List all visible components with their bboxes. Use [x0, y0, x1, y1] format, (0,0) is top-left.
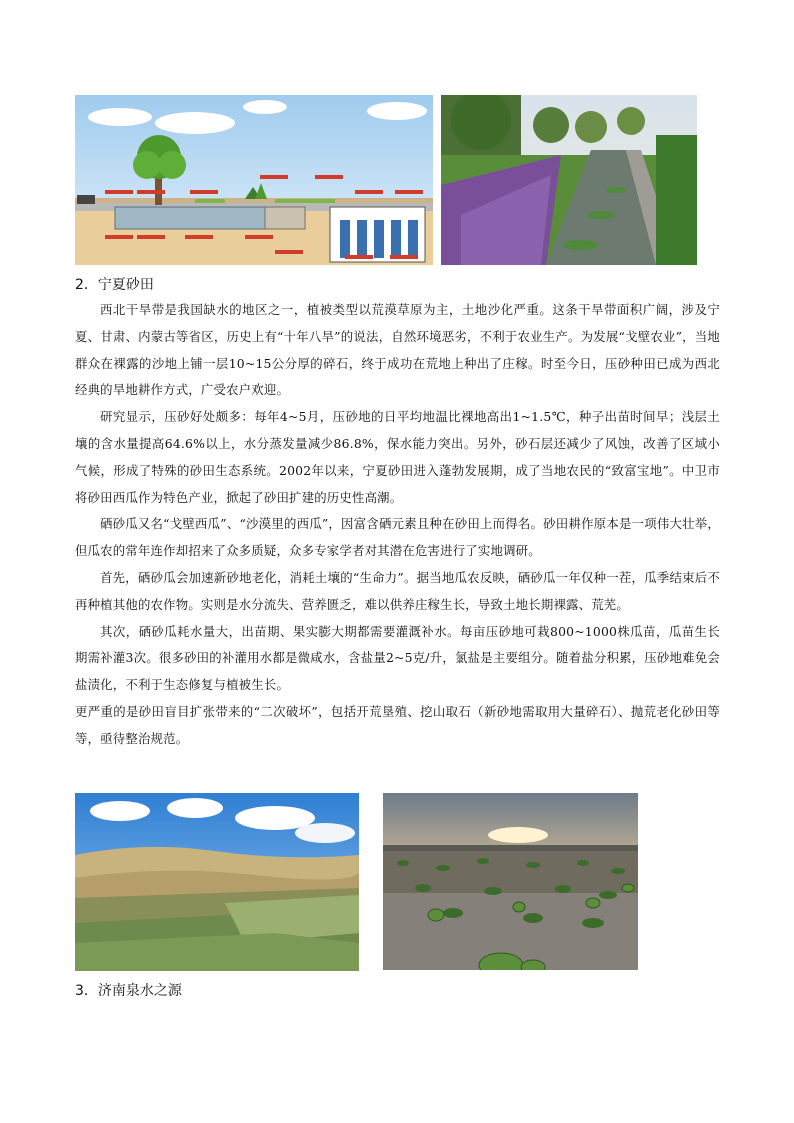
sand-field-landscape-photo [75, 793, 359, 971]
paragraph-3: 硒砂瓜又名“戈壁西瓜”、“沙漠里的西瓜”，因富含硒元素且种在砂田上而得名。砂田耕作原本是一项伟大壮举，但瓜农的常年连作却招来了众多质疑，众多专家学者对其潜在危害进行了实地调研。 [75, 516, 720, 559]
sponge-city-diagram [75, 95, 433, 265]
paragraph-1: 西北干旱带是我国缺水的地区之一，植被类型以荒漠草原为主，土地沙化严重。这条干旱带面积广阔，涉及宁夏、甘肃、内蒙古等省区，历史上有“十年八旱”的说法，自然环境恶劣，不利于农业生产。为发展“戈壁农业”，当地群众在裸露的沙地上铺一层10~15公分厚的碎石，终于成功在荒地上种出了庄稼。时至今日，压砂种田已成为西北经典的旱地耕作方式，广受农户欢迎。 [75, 302, 720, 398]
paragraph-4: 首先，硒砂瓜会加速新砂地老化，消耗土壤的“生命力”。据当地瓜农反映，硒砂瓜一年仅种一茬，瓜季结束后不再种植其他的农作物。实则是水分流失、营养匮乏，难以供养庄稼生长，导致土地长期裸露、荒芜。 [75, 569, 720, 612]
section-heading-ningxia-sand-field: 2．宁夏砂田 [75, 277, 154, 293]
watermelon-field-photo [383, 793, 638, 970]
wetland-channel-photo [441, 95, 697, 265]
paragraph-2: 研究显示，压砂好处颇多：每年4~5月，压砂地的日平均地温比裸地高出1~1.5℃，种子出苗时间早；浅层土壤的含水量提高64.6%以上，水分蒸发量减少86.8%，保水能力突出。另外，砂石层还减少了风蚀，改善了区域小气候，形成了特殊的砂田生态系统。2002年以来，宁夏砂田进入蓬勃发展期，成了当地农民的“致富宝地”。中卫市将砂田西瓜作为特色产业，掀起了砂田扩建的历史性高潮。 [75, 409, 720, 505]
paragraph-6: 更严重的是砂田盲目扩张带来的“二次破坏”，包括开荒垦殖、挖山取石（新砂地需取用大量碎石）、抛荒老化砂田等等，亟待整治规范。 [75, 703, 720, 746]
paragraph-5: 其次，硒砂瓜耗水量大，出苗期、果实膨大期都需要灌溉补水。每亩压砂地可栽800~1000株瓜苗，瓜苗生长期需补灌3次。很多砂田的补灌用水都是微咸水，含盐量2~5克/升，氯盐是主要组分。随着盐分积累，压砂地难免会盐渍化，不利于生态修复与植被生长。 [75, 623, 720, 693]
section-heading-jinan-spring-source: 3．济南泉水之源 [75, 983, 182, 999]
article-body [75, 297, 720, 753]
